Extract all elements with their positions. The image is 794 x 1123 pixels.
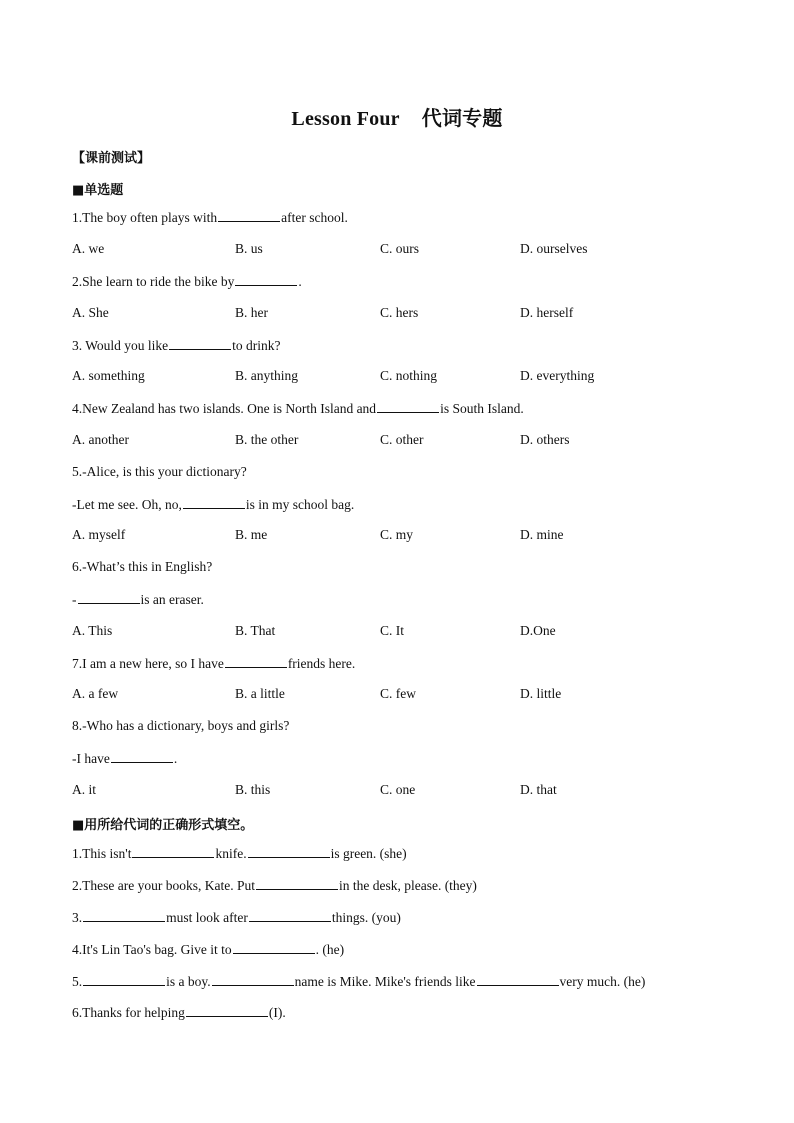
option-b: B. us (235, 241, 263, 256)
option-b: B. this (235, 782, 271, 797)
option-c: C. my (380, 527, 414, 542)
option-d: D. everything (520, 368, 595, 383)
answer-blank[interactable] (248, 845, 330, 858)
option-a: A. This (72, 623, 113, 638)
section-pretest: 【课前测试】 (72, 151, 151, 166)
fill-item-3: 3. must look after things. (you) (72, 910, 401, 925)
answer-blank[interactable] (256, 877, 338, 890)
option-c: C. ours (380, 241, 420, 256)
answer-blank[interactable] (377, 400, 439, 413)
option-d: D. ourselves (520, 241, 588, 256)
answer-blank[interactable] (235, 273, 297, 286)
section-fill-in: ■用所给代词的正确形式填空。 (72, 818, 254, 833)
option-d: D. little (520, 686, 562, 701)
question-7: 7.I am a new here, so I have friends here. (72, 656, 356, 671)
option-c: C. other (380, 432, 424, 447)
question-5-reply: -Let me see. Oh, no, is in my school bag. (72, 497, 355, 512)
option-c: C. hers (380, 305, 419, 320)
fill-item-6: 6.Thanks for helping (I). (72, 1005, 286, 1020)
page-title (0, 102, 794, 131)
option-a: A. a few (72, 686, 119, 701)
answer-blank[interactable] (132, 845, 214, 858)
question-3: 3. Would you like to drink? (72, 338, 281, 353)
title-chinese: 代词专题 (421, 108, 503, 130)
option-d: D. mine (520, 527, 564, 542)
answer-blank[interactable] (218, 209, 280, 222)
answer-blank[interactable] (83, 973, 165, 986)
question-5: 5.-Alice, is this your dictionary? (72, 464, 247, 479)
fill-item-2: 2.These are your books, Kate. Put in the desk, please. (they) (72, 878, 477, 893)
question-4: 4.New Zealand has two islands. One is North Island and is South Island. (72, 401, 524, 416)
option-a: A. something (72, 368, 145, 383)
option-c: C. nothing (380, 368, 438, 383)
answer-blank[interactable] (225, 655, 287, 668)
answer-blank[interactable] (233, 941, 315, 954)
fill-item-4: 4.It's Lin Tao's bag. Give it to . (he) (72, 942, 345, 957)
option-b: B. That (235, 623, 276, 638)
option-c: C. few (380, 686, 416, 701)
option-a: A. we (72, 241, 105, 256)
answer-blank[interactable] (111, 750, 173, 763)
option-c: C. one (380, 782, 416, 797)
answer-blank[interactable] (169, 337, 231, 350)
option-a: A. another (72, 432, 129, 447)
question-2: 2.She learn to ride the bike by . (72, 274, 302, 289)
option-b: B. anything (235, 368, 298, 383)
option-a: A. She (72, 305, 109, 320)
option-c: C. It (380, 623, 405, 638)
title-english: Lesson Four (291, 108, 400, 130)
answer-blank[interactable] (83, 909, 165, 922)
question-1: 1.The boy often plays with after school. (72, 210, 348, 225)
answer-blank[interactable] (186, 1004, 268, 1017)
answer-blank[interactable] (183, 496, 245, 509)
answer-blank[interactable] (78, 591, 140, 604)
option-b: B. me (235, 527, 268, 542)
option-d: D.One (520, 623, 556, 638)
fill-item-5: 5. is a boy. name is Mike. Mike's friends like very much. (he) (72, 974, 646, 989)
option-b: B. a little (235, 686, 285, 701)
option-b: B. the other (235, 432, 299, 447)
answer-blank[interactable] (249, 909, 331, 922)
section-single-choice: ■单选题 (72, 183, 124, 198)
option-a: A. it (72, 782, 97, 797)
question-6-reply: - is an eraser. (72, 592, 204, 607)
option-b: B. her (235, 305, 268, 320)
question-6: 6.-What’s this in English? (72, 559, 213, 574)
answer-blank[interactable] (212, 973, 294, 986)
option-a: A. myself (72, 527, 126, 542)
answer-blank[interactable] (477, 973, 559, 986)
fill-item-1: 1.This isn't knife. is green. (she) (72, 846, 407, 861)
option-d: D. that (520, 782, 557, 797)
option-d: D. herself (520, 305, 574, 320)
option-d: D. others (520, 432, 570, 447)
question-8-reply: -I have . (72, 751, 178, 766)
question-8: 8.-Who has a dictionary, boys and girls? (72, 718, 290, 733)
